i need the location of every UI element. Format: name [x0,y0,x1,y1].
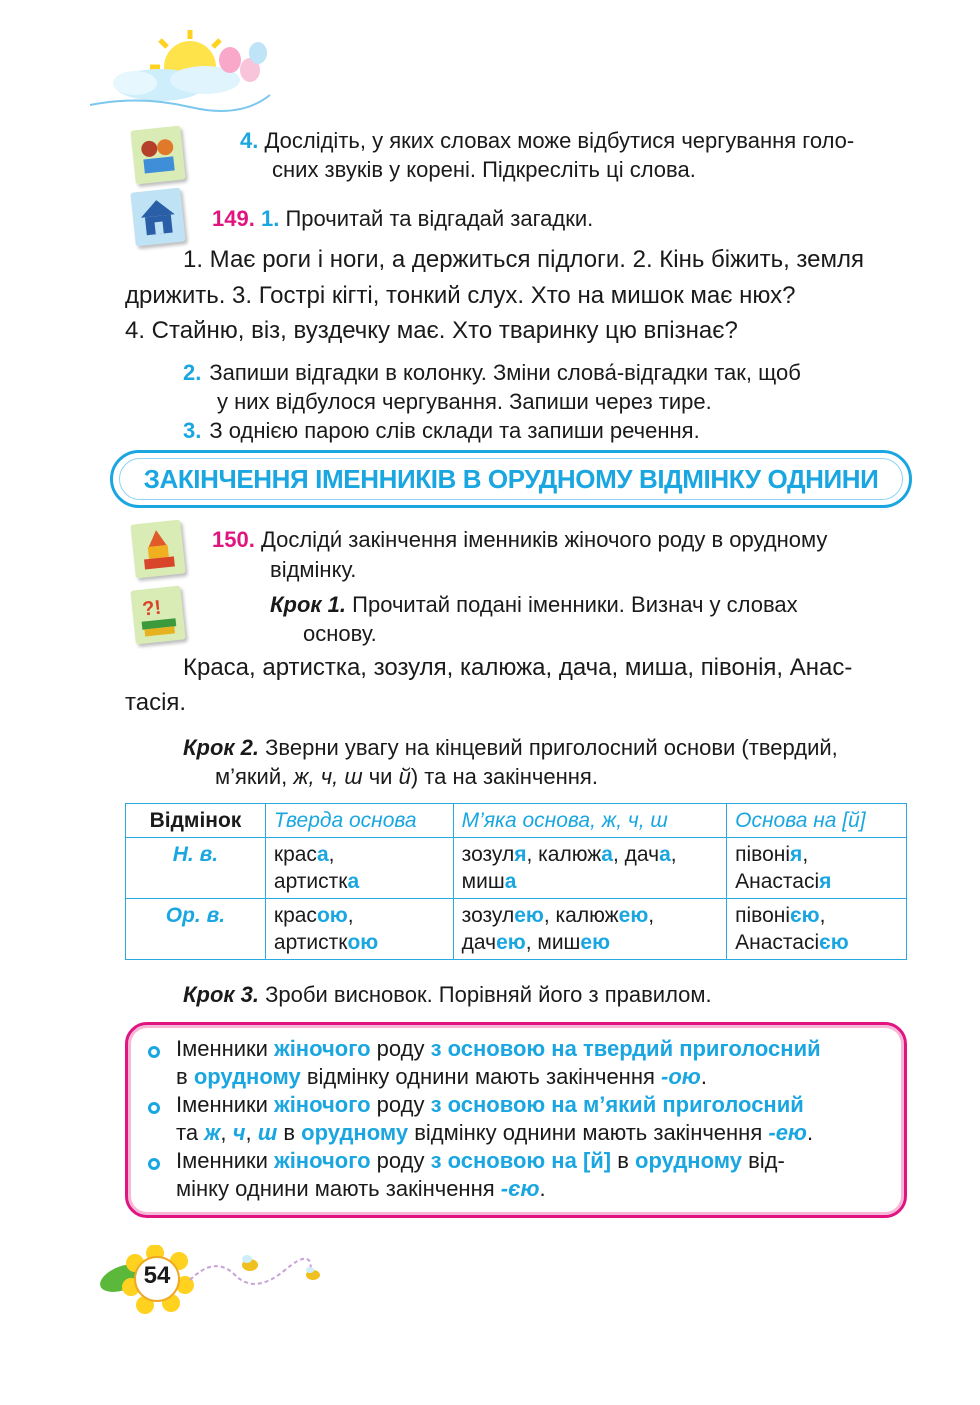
words-line2: тасія. [125,689,187,716]
table-cell-j: півонія, Анастасія [727,838,907,899]
rule-1-line1: Іменники жіночого роду з основою на твердий приголосний [176,1036,821,1061]
step2-or: чи [362,764,399,789]
rule-box [125,1022,907,1218]
table-header-case: Відмінок [126,804,266,838]
exercise-149-number: 149. [212,206,255,231]
riddle-line2: дрижить. 3. Гострі кігті, тонкий слух. Хто на мишок має нюх? [125,282,796,309]
step3-label: Крок 3. [183,982,260,1007]
step2-line2-start: м’який, [215,764,294,789]
exercise-149-subnumber: 1. [260,206,280,231]
riddle-line3: 4. Стайню, віз, вуздечку має. Хто тваринку цю впізнає? [125,317,738,344]
section-heading-text: ЗАКІНЧЕННЯ ІМЕННИКІВ В ОРУДНОМУ ВІДМІНКУ ОДНИНИ [143,463,879,494]
exercise-150-line1: Досліди́ закінчення іменників жіночого роду в орудному [260,527,828,552]
step1-line1: Прочитай подані іменники. Визнач у словах [352,592,798,617]
declension-table [125,803,907,960]
table-cell-case: Н. в. [126,838,266,899]
table-cell-j: півонією, Анастасією [727,899,907,960]
step1-label: Крок 1. [270,592,347,617]
blocks-icon [130,520,185,579]
task3-number: 3. [183,418,202,443]
decoration-sun-balloons-icon [80,25,280,120]
table-cell-soft: зозулею, калюжею, дачею, мишею [453,899,726,960]
rule-3-line1: Іменники жіночого роду з основою на [й] в орудному від- [176,1148,785,1173]
task3-text: З однією парою слів склади та запиши речення. [209,418,700,443]
task4-number: 4. [240,128,259,153]
flower-bees-decoration-icon [95,1245,335,1315]
rule-3-line2: мінку однини мають закінчення -єю. [176,1176,546,1201]
page-number: 54 [143,1262,171,1289]
table-cell-hard: краса, артистка [265,838,453,899]
step2-line2-end: ) та на закінчення. [410,764,598,789]
table-header-soft: М’яка основа, ж, ч, ш [453,804,726,838]
table-row [126,838,907,899]
exercise-149-title: Прочитай та відгадай загадки. [285,206,594,231]
task4-text-line2: сних звуків у корені. Підкресліть ці слова. [272,157,696,182]
kids-reading-icon [130,126,185,185]
svg-text:?!: ?! [141,596,163,621]
rule-2-line2: та ж, ч, ш в орудному відмінку однини мають закінчення -ею. [176,1120,814,1145]
rule-2-line1: Іменники жіночого роду з основою на м’який приголосний [176,1092,804,1117]
table-cell-hard: красою, артисткою [265,899,453,960]
step1-line2: основу. [303,621,377,646]
task2-text-line1: Запиши відгадки в колонку. Зміни слова́-відгадки так, щоб [209,360,801,385]
bullet-icon [148,1102,160,1114]
task4-text-line1: Дослідіть, у яких словах може відбутися чергування голо- [264,128,855,153]
step2-line1: Зверни увагу на кінцевий приголосний основи (твердий, [265,735,838,760]
riddle-line1: 1. Має роги і ноги, а держиться підлоги. 2. Кінь біжить, земля [183,246,864,273]
table-row [126,899,907,960]
exercise-150-number: 150. [212,527,255,552]
table-header-j: Основа на [й] [727,804,907,838]
table-cell-case: Ор. в. [126,899,266,960]
table-cell-soft: зозуля, калюжа, дача, миша [453,838,726,899]
step3-text: Зроби висновок. Порівняй його з правилом. [265,982,712,1007]
exercise-150-line2: відмінку. [270,557,357,582]
task2-text-line2: у них відбулося чергування. Запиши через тире. [217,389,712,414]
table-header-hard: Тверда основа [265,804,453,838]
step2-letters: ж, ч, ш [293,764,363,789]
bullet-icon [148,1046,160,1058]
task2-number: 2. [183,360,202,385]
section-heading [110,450,912,508]
house-icon [130,188,185,247]
question-books-icon [130,586,185,645]
rule-1-line2: в орудному відмінку однини мають закінчення -ою. [176,1064,707,1089]
step2-j: й [398,764,411,789]
words-line1: Краса, артистка, зозуля, калюжа, дача, миша, півонія, Анас- [183,654,853,681]
bullet-icon [148,1158,160,1170]
step2-label: Крок 2. [183,735,260,760]
